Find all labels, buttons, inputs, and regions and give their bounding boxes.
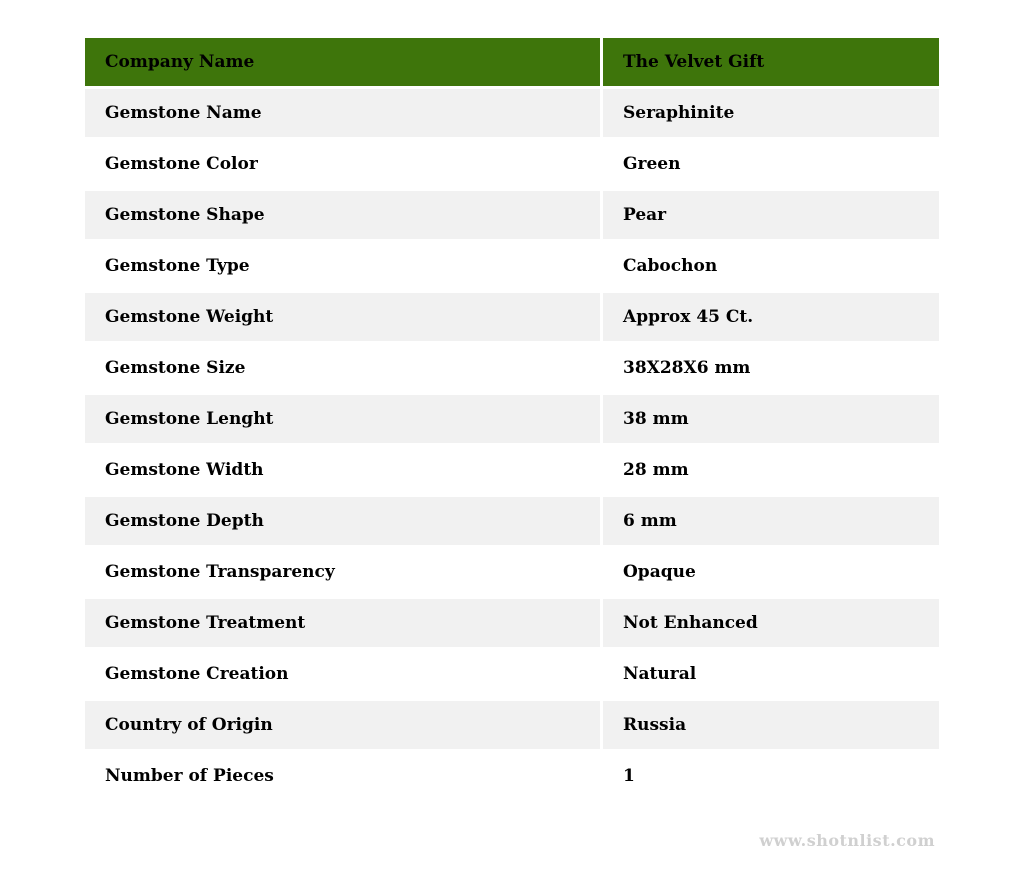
spec-value-cell: Cabochon bbox=[603, 242, 939, 290]
header-value-cell: The Velvet Gift bbox=[603, 38, 939, 86]
spec-value-cell: Pear bbox=[603, 191, 939, 239]
table-row bbox=[85, 548, 939, 596]
spec-label-cell: Country of Origin bbox=[85, 701, 600, 749]
spec-label-cell: Gemstone Shape bbox=[85, 191, 600, 239]
spec-label-cell: Gemstone Type bbox=[85, 242, 600, 290]
spec-table-header bbox=[85, 38, 939, 86]
gemstone-spec-table bbox=[82, 35, 942, 803]
spec-label-cell: Gemstone Color bbox=[85, 140, 600, 188]
spec-label-cell: Gemstone Weight bbox=[85, 293, 600, 341]
table-row bbox=[85, 191, 939, 239]
spec-label-cell: Gemstone Creation bbox=[85, 650, 600, 698]
spec-label-cell: Gemstone Treatment bbox=[85, 599, 600, 647]
table-row bbox=[85, 752, 939, 800]
table-row bbox=[85, 599, 939, 647]
table-row bbox=[85, 395, 939, 443]
spec-value-cell: Not Enhanced bbox=[603, 599, 939, 647]
table-row bbox=[85, 497, 939, 545]
spec-value-cell: 1 bbox=[603, 752, 939, 800]
spec-label-cell: Gemstone Width bbox=[85, 446, 600, 494]
watermark: www.shotnlist.com bbox=[759, 831, 935, 850]
spec-table-body bbox=[85, 89, 939, 800]
spec-label-cell: Gemstone Lenght bbox=[85, 395, 600, 443]
table-row bbox=[85, 650, 939, 698]
table-row bbox=[85, 140, 939, 188]
table-row bbox=[85, 446, 939, 494]
spec-value-cell: 6 mm bbox=[603, 497, 939, 545]
header-label-cell: Company Name bbox=[85, 38, 600, 86]
spec-label-cell: Number of Pieces bbox=[85, 752, 600, 800]
spec-value-cell: 38 mm bbox=[603, 395, 939, 443]
table-row bbox=[85, 344, 939, 392]
spec-value-cell: Russia bbox=[603, 701, 939, 749]
table-row bbox=[85, 89, 939, 137]
spec-value-cell: Green bbox=[603, 140, 939, 188]
spec-label-cell: Gemstone Size bbox=[85, 344, 600, 392]
spec-value-cell: 38X28X6 mm bbox=[603, 344, 939, 392]
spec-label-cell: Gemstone Depth bbox=[85, 497, 600, 545]
spec-value-cell: Opaque bbox=[603, 548, 939, 596]
spec-value-cell: Seraphinite bbox=[603, 89, 939, 137]
spec-label-cell: Gemstone Transparency bbox=[85, 548, 600, 596]
header-row bbox=[85, 38, 939, 86]
spec-label-cell: Gemstone Name bbox=[85, 89, 600, 137]
spec-value-cell: Natural bbox=[603, 650, 939, 698]
spec-value-cell: 28 mm bbox=[603, 446, 939, 494]
spec-value-cell: Approx 45 Ct. bbox=[603, 293, 939, 341]
table-row bbox=[85, 242, 939, 290]
table-row bbox=[85, 293, 939, 341]
table-row bbox=[85, 701, 939, 749]
